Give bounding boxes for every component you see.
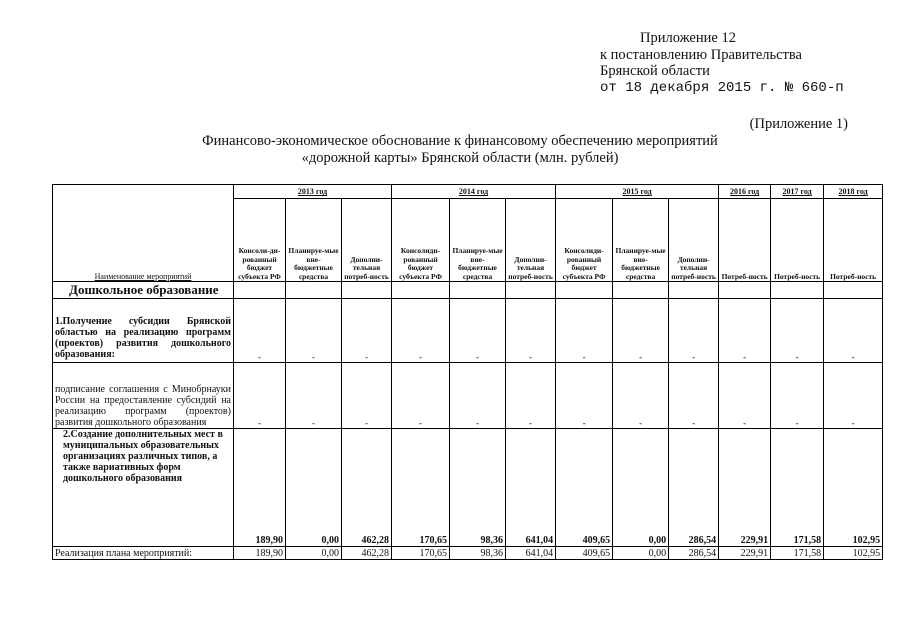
subheader-planned: Планируе-мые вне-бюджетные средства: [286, 199, 342, 282]
document-header: [600, 30, 844, 96]
subheader-planned: Планируе-мые вне-бюджетные средства: [613, 199, 669, 282]
dash-cell: -: [286, 363, 342, 429]
total-value-cell: 229,91: [719, 547, 771, 560]
subheader-planned: Планируе-мые вне-бюджетные средства: [450, 199, 506, 282]
total-value-cell: 462,28: [342, 547, 392, 560]
total-value-cell: 641,04: [506, 547, 556, 560]
year-header: 2016 год: [719, 185, 771, 199]
section-title: Дошкольное образование: [53, 282, 234, 299]
total-label: Реализация плана мероприятий:: [53, 547, 234, 560]
dash-cell: -: [506, 363, 556, 429]
dash-cell: -: [286, 299, 342, 363]
dash-cell: -: [392, 363, 450, 429]
row-label: подписание соглашения с Минобрнауки России на предоставление субсидий на реализацию программ (проектов) развития дошкольного образования: [53, 363, 234, 429]
subheader-need: Потреб-ность: [719, 199, 771, 282]
dash-cell: -: [771, 363, 824, 429]
total-value-cell: 0,00: [613, 547, 669, 560]
value-cell: 0,00: [613, 429, 669, 547]
dash-cell: -: [556, 363, 613, 429]
decree-reference: к постановлению Правительства: [600, 46, 802, 63]
total-value-cell: 409,65: [556, 547, 613, 560]
subheader-additional: Дополни-тельная потреб-ность: [342, 199, 392, 282]
dash-cell: -: [234, 299, 286, 363]
subheader-additional: Дополни-тельная потреб-ность: [506, 199, 556, 282]
value-cell: 409,65: [556, 429, 613, 547]
row-label: 1.Получение субсидии Брянской областью на реализацию программ (проектов) развития дошкольного образования:: [53, 299, 234, 363]
year-header: 2014 год: [392, 185, 556, 199]
subheader-consolidated: Консолиди-рованный бюджет субъекта РФ: [556, 199, 613, 282]
dash-cell: -: [234, 363, 286, 429]
dash-cell: -: [771, 299, 824, 363]
appendix-number: Приложение 12: [640, 30, 736, 46]
appendix-ref: (Приложение 1): [749, 116, 848, 132]
value-cell: 641,04: [506, 429, 556, 547]
value-cell: 189,90: [234, 429, 286, 547]
value-cell: 462,28: [342, 429, 392, 547]
subheader-consolidated: Консолиди-рованный бюджет субъекта РФ: [392, 199, 450, 282]
value-cell: 170,65: [392, 429, 450, 547]
value-cell: 98,36: [450, 429, 506, 547]
dash-cell: -: [824, 299, 883, 363]
year-header: 2013 год: [234, 185, 392, 199]
dash-cell: -: [719, 363, 771, 429]
value-cell: 171,58: [771, 429, 824, 547]
subheader-additional: Дополни-тельная потреб-ность: [669, 199, 719, 282]
title-line-1: Финансово-экономическое обоснование к финансовому обеспечению мероприятий: [202, 133, 718, 149]
dash-cell: -: [450, 299, 506, 363]
dash-cell: -: [392, 299, 450, 363]
year-header-row: [53, 185, 883, 199]
value-cell: 102,95: [824, 429, 883, 547]
dash-cell: -: [719, 299, 771, 363]
value-cell: 0,00: [286, 429, 342, 547]
decree-date-number: от 18 декабря 2015 г. № 660-п: [600, 79, 844, 96]
section-row: [53, 282, 883, 299]
region-name: Брянской области: [600, 63, 710, 79]
dash-cell: -: [342, 363, 392, 429]
total-row: [53, 547, 883, 560]
dash-cell: -: [824, 363, 883, 429]
year-header: 2017 год: [771, 185, 824, 199]
title-line-2: «дорожной карты» Брянской области (млн. рублей): [301, 150, 619, 166]
dash-cell: -: [613, 363, 669, 429]
year-header: 2018 год: [824, 185, 883, 199]
dash-cell: -: [669, 299, 719, 363]
dash-cell: -: [342, 299, 392, 363]
dash-cell: -: [556, 299, 613, 363]
total-value-cell: 286,54: [669, 547, 719, 560]
dash-cell: -: [506, 299, 556, 363]
value-cell: 286,54: [669, 429, 719, 547]
total-value-cell: 170,65: [392, 547, 450, 560]
value-cell: 229,91: [719, 429, 771, 547]
total-value-cell: 171,58: [771, 547, 824, 560]
table-row: [53, 363, 883, 429]
year-header: 2015 год: [556, 185, 719, 199]
dash-cell: -: [450, 363, 506, 429]
total-value-cell: 98,36: [450, 547, 506, 560]
financial-table: [52, 184, 883, 560]
table-row: [53, 429, 883, 547]
dash-cell: -: [613, 299, 669, 363]
row-label: 2.Создание дополнительных мест в муниципальных образовательных организациях различных типов, а также вариативных форм дошкольного образования: [53, 429, 234, 547]
column-header-name: Наименование мероприятий: [53, 185, 234, 282]
dash-cell: -: [669, 363, 719, 429]
subheader-need: Потреб-ность: [771, 199, 824, 282]
total-value-cell: 102,95: [824, 547, 883, 560]
total-value-cell: 189,90: [234, 547, 286, 560]
subheader-need: Потреб-ность: [824, 199, 883, 282]
table-row: [53, 299, 883, 363]
subheader-consolidated: Консоли-ди-рованный бюджет субъекта РФ: [234, 199, 286, 282]
document-title: [150, 133, 770, 167]
total-value-cell: 0,00: [286, 547, 342, 560]
